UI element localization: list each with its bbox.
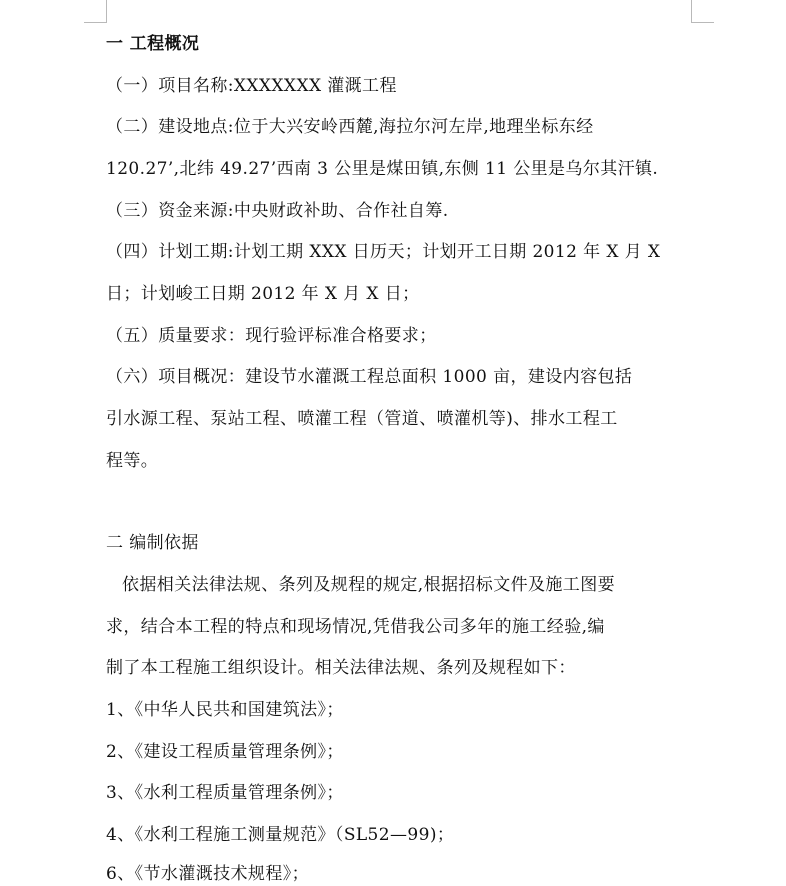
regulation-list-item: 6、《节水灌溉技术规程》； <box>106 864 310 884</box>
section-1-heading: 一 工程概况 <box>106 34 200 54</box>
section-2-heading: 二 编制依据 <box>106 533 199 553</box>
basis-paragraph-line-1: 依据相关法律法规、条列及规程的规定,根据招标文件及施工图要 <box>122 575 616 595</box>
regulation-list-item: 4、《水利工程施工测量规范》（SL52—99)； <box>106 825 455 845</box>
crop-mark-top-left <box>84 0 107 23</box>
basis-paragraph-line-2: 求，结合本工程的特点和现场情况,凭借我公司多年的施工经验,编 <box>106 617 605 637</box>
schedule-line-2: 日；计划峻工日期 2012 年 X 月 X 日； <box>106 284 420 304</box>
crop-mark-top-right <box>691 0 714 23</box>
schedule-line-1: （四）计划工期:计划工期 XXX 日历天；计划开工日期 2012 年 X 月 X <box>106 242 661 262</box>
regulation-list-item: 1、《中华人民共和国建筑法》； <box>106 700 344 720</box>
quality-requirement-line: （五）质量要求：现行验评标准合格要求； <box>106 326 437 346</box>
basis-paragraph-line-3: 制了本工程施工组织设计。相关法律法规、条列及规程如下： <box>106 658 576 678</box>
funding-source-line: （三）资金来源:中央财政补助、合作社自筹. <box>106 201 449 221</box>
regulation-list-item: 2、《建设工程质量管理条例》； <box>106 742 344 762</box>
project-name-line: （一）项目名称:XXXXXXX 灌溉工程 <box>106 76 397 96</box>
regulation-list-item: 3、《水利工程质量管理条例》； <box>106 783 344 803</box>
overview-line-1: （六）项目概况：建设节水灌溉工程总面积 1000 亩，建设内容包括 <box>106 367 633 387</box>
overview-line-2: 引水源工程、泵站工程、喷灌工程（管道、喷灌机等)、排水工程工 <box>106 409 618 429</box>
overview-line-3: 程等。 <box>106 451 159 471</box>
location-line-1: （二）建设地点:位于大兴安岭西麓,海拉尔河左岸,地理坐标东经 <box>106 117 594 137</box>
location-line-2: 120.27’,北纬 49.27’西南 3 公里是煤田镇,东侧 11 公里是乌尔其汗镇. <box>106 159 659 179</box>
